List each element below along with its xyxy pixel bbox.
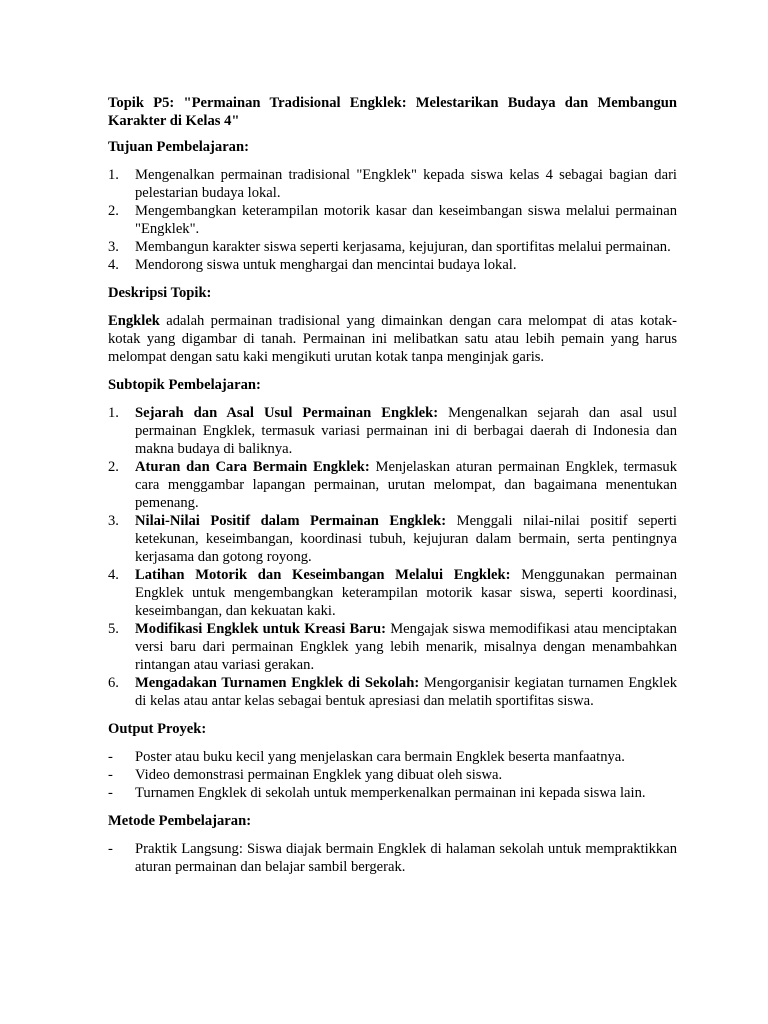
list-item <box>108 784 677 802</box>
deskripsi-paragraph <box>108 312 677 366</box>
metode-list <box>108 840 677 876</box>
item-number: 1. <box>108 167 119 183</box>
item-label: Modifikasi Engklek untuk Kreasi Baru: <box>135 621 386 637</box>
item-text: Mengenalkan sejarah dan asal usul permainan Engklek, termasuk variasi permainan ini di berbagai daerah di Indonesia dan makna budaya di baliknya. <box>135 405 678 457</box>
list-item <box>108 256 677 274</box>
dash-bullet: - <box>108 767 113 783</box>
list-item <box>108 238 677 256</box>
list-item <box>108 202 677 238</box>
item-text: Video demonstrasi permainan Engklek yang dibuat oleh siswa. <box>135 767 503 783</box>
list-item <box>108 512 677 566</box>
list-item <box>108 748 677 766</box>
item-text: Mengenalkan permainan tradisional "Engklek" kepada siswa kelas 4 sebagai bagian dari pelestarian budaya lokal. <box>135 167 677 201</box>
list-item <box>108 166 677 202</box>
item-text: Turnamen Engklek di sekolah untuk memperkenalkan permainan ini kepada siswa lain. <box>135 785 646 801</box>
item-number: 1. <box>108 405 119 421</box>
item-text: Menggunakan permainan Engklek untuk mengembangkan keterampilan motorik kasar siswa, seperti koordinasi, keseimbangan, dan kekuatan kaki. <box>135 567 677 619</box>
deskripsi-heading: Deskripsi Topik: <box>108 285 212 301</box>
subtopik-heading: Subtopik Pembelajaran: <box>108 377 261 393</box>
item-label: Nilai-Nilai Positif dalam Permainan Engklek: <box>135 513 447 529</box>
item-number: 2. <box>108 203 119 219</box>
bold-term: Engklek <box>108 313 160 329</box>
item-number: 2. <box>108 459 119 475</box>
document-content <box>108 94 677 886</box>
metode-heading: Metode Pembelajaran: <box>108 813 252 829</box>
dash-bullet: - <box>108 749 113 765</box>
output-list <box>108 748 677 802</box>
item-label: Mengadakan Turnamen Engklek di Sekolah: <box>135 675 420 691</box>
item-text: Menjelaskan aturan permainan Engklek, termasuk cara menggambar lapangan permainan, urutan melompat, dan bagaimana menentukan pemenang. <box>135 459 677 511</box>
output-heading: Output Proyek: <box>108 721 207 737</box>
item-text: Membangun karakter siswa seperti kerjasama, kejujuran, dan sportifitas melalui permainan. <box>135 239 671 255</box>
item-text: Praktik Langsung: Siswa diajak bermain Engklek di halaman sekolah untuk mempraktikkan aturan permainan dan belajar sambil bergerak. <box>135 841 677 875</box>
tujuan-heading: Tujuan Pembelajaran: <box>108 139 249 155</box>
item-text: Mengajak siswa memodifikasi atau menciptakan versi baru dari permainan Engklek yang lebih menarik, misalnya dengan menambahkan rintangan atau variasi gerakan. <box>135 621 677 673</box>
item-number: 3. <box>108 513 119 529</box>
list-item <box>108 840 677 876</box>
item-number: 4. <box>108 567 119 583</box>
document-title: Topik P5: "Permainan Tradisional Engklek: Melestarikan Budaya dan Membangun Karakter di Kelas 4" <box>108 95 677 129</box>
item-label: Latihan Motorik dan Keseimbangan Melalui Engklek: <box>135 567 511 583</box>
list-item <box>108 620 677 674</box>
item-label: Aturan dan Cara Bermain Engklek: <box>135 459 370 475</box>
list-item <box>108 674 677 710</box>
dash-bullet: - <box>108 841 113 857</box>
item-text: Mendorong siswa untuk menghargai dan mencintai budaya lokal. <box>135 257 517 273</box>
item-number: 5. <box>108 621 119 637</box>
tujuan-list <box>108 166 677 274</box>
subtopik-list <box>108 404 677 710</box>
item-text: Mengorganisir kegiatan turnamen Engklek di kelas atau antar kelas sebagai bentuk apresiasi dan melatih sportifitas siswa. <box>135 675 677 709</box>
item-number: 4. <box>108 257 119 273</box>
list-item <box>108 566 677 620</box>
item-number: 3. <box>108 239 119 255</box>
item-label: Sejarah dan Asal Usul Permainan Engklek: <box>135 405 439 421</box>
item-text: Poster atau buku kecil yang menjelaskan cara bermain Engklek beserta manfaatnya. <box>135 749 625 765</box>
item-text: Mengembangkan keterampilan motorik kasar dan keseimbangan siswa melalui permainan "Engklek". <box>135 203 677 237</box>
dash-bullet: - <box>108 785 113 801</box>
item-number: 6. <box>108 675 119 691</box>
list-item <box>108 766 677 784</box>
deskripsi-text: adalah permainan tradisional yang dimainkan dengan cara melompat di atas kotak-kotak yang digambar di tanah. Permainan ini melibatkan satu atau lebih pemain yang harus melompat dengan satu kaki mengikuti urutan kotak tanpa menginjak garis. <box>108 313 677 365</box>
list-item <box>108 404 677 458</box>
item-text: Menggali nilai-nilai positif seperti ketekunan, keseimbangan, koordinasi tubuh, kejujuran dalam bermain, serta pentingnya kerjasama dan gotong royong. <box>135 513 677 565</box>
list-item <box>108 458 677 512</box>
